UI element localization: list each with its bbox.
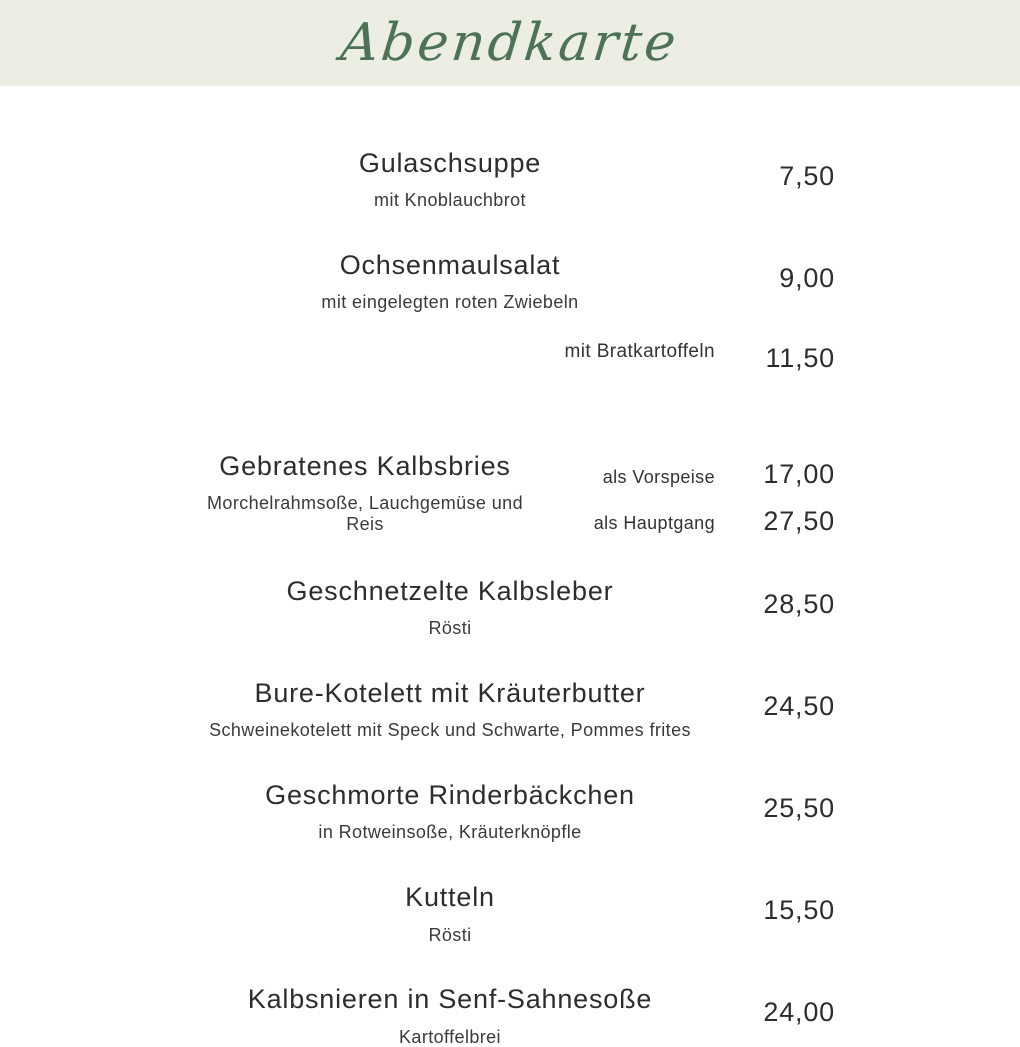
- dish-info: [185, 781, 715, 843]
- menu-item-variant-bratkartoffeln: [0, 339, 1020, 374]
- menu-item-kalbsbries: [0, 452, 1020, 537]
- dish-price: 28,50: [763, 589, 835, 620]
- dish-price: 25,50: [763, 793, 835, 824]
- option-price-hauptgang: 27,50: [763, 506, 835, 537]
- dish-price: 11,50: [765, 343, 835, 374]
- dish-description: Rösti: [428, 924, 472, 945]
- menu-list: [0, 149, 1020, 1047]
- dish-price: 24,50: [763, 691, 835, 722]
- dish-info: [185, 452, 545, 535]
- menu-header: [0, 0, 1020, 86]
- dish-name: Gebratenes Kalbsbries: [219, 451, 511, 482]
- dish-name: Geschnetzelte Kalbsleber: [286, 576, 614, 607]
- menu-item-kutteln: [0, 883, 1020, 945]
- option-label-hauptgang: als Hauptgang: [593, 513, 715, 534]
- option-label-vorspeise: als Vorspeise: [602, 467, 715, 488]
- dish-name: Geschmorte Rinderbäckchen: [265, 780, 635, 811]
- dish-description: Kartoffelbrei: [399, 1026, 501, 1047]
- menu-item-ochsenmaulsalat: [0, 251, 1020, 313]
- dish-description: Morchelrahmsoße, Lauchgemüse und Reis: [207, 493, 523, 535]
- menu-title: Abendkarte: [338, 13, 682, 73]
- dish-description: Schweinekotelett mit Speck und Schwarte, Pommes frites: [209, 720, 691, 741]
- dish-info: [185, 251, 715, 313]
- dish-name: Gulaschsuppe: [358, 148, 542, 178]
- dish-name: Bure-Kotelett mit Kräuterbutter: [254, 678, 646, 709]
- option-prices: [715, 452, 835, 537]
- menu-item-rinderbaeckchen: [0, 781, 1020, 843]
- dish-price: 15,50: [763, 895, 835, 926]
- menu-item-kalbsnieren: [0, 985, 1020, 1047]
- menu-item-bure-kotelett: [0, 679, 1020, 741]
- dish-info: [185, 985, 715, 1047]
- dish-description: mit eingelegten roten Zwiebeln: [321, 292, 579, 313]
- dish-description: Rösti: [428, 618, 472, 639]
- dish-price: 9,00: [779, 263, 835, 294]
- dish-info: [185, 883, 715, 945]
- dish-info: [185, 577, 715, 639]
- dish-name: Kutteln: [405, 882, 495, 913]
- menu-item-kalbsleber: [0, 577, 1020, 639]
- option-labels: [545, 452, 715, 534]
- dish-price: 24,00: [763, 997, 835, 1028]
- dish-name: Ochsenmaulsalat: [339, 250, 561, 281]
- menu-item-gulaschsuppe: [0, 149, 1020, 211]
- option-price-vorspeise: 17,00: [763, 459, 835, 490]
- dish-info: [185, 679, 715, 741]
- dish-description: in Rotweinsoße, Kräuterknöpfle: [318, 822, 582, 843]
- dish-info: [185, 149, 715, 211]
- dish-name: Kalbsnieren in Senf-Sahnesoße: [247, 984, 653, 1015]
- dish-price: 7,50: [779, 161, 835, 191]
- dish-description: mit Knoblauchbrot: [374, 190, 526, 211]
- variant-label: mit Bratkartoffeln: [564, 341, 715, 363]
